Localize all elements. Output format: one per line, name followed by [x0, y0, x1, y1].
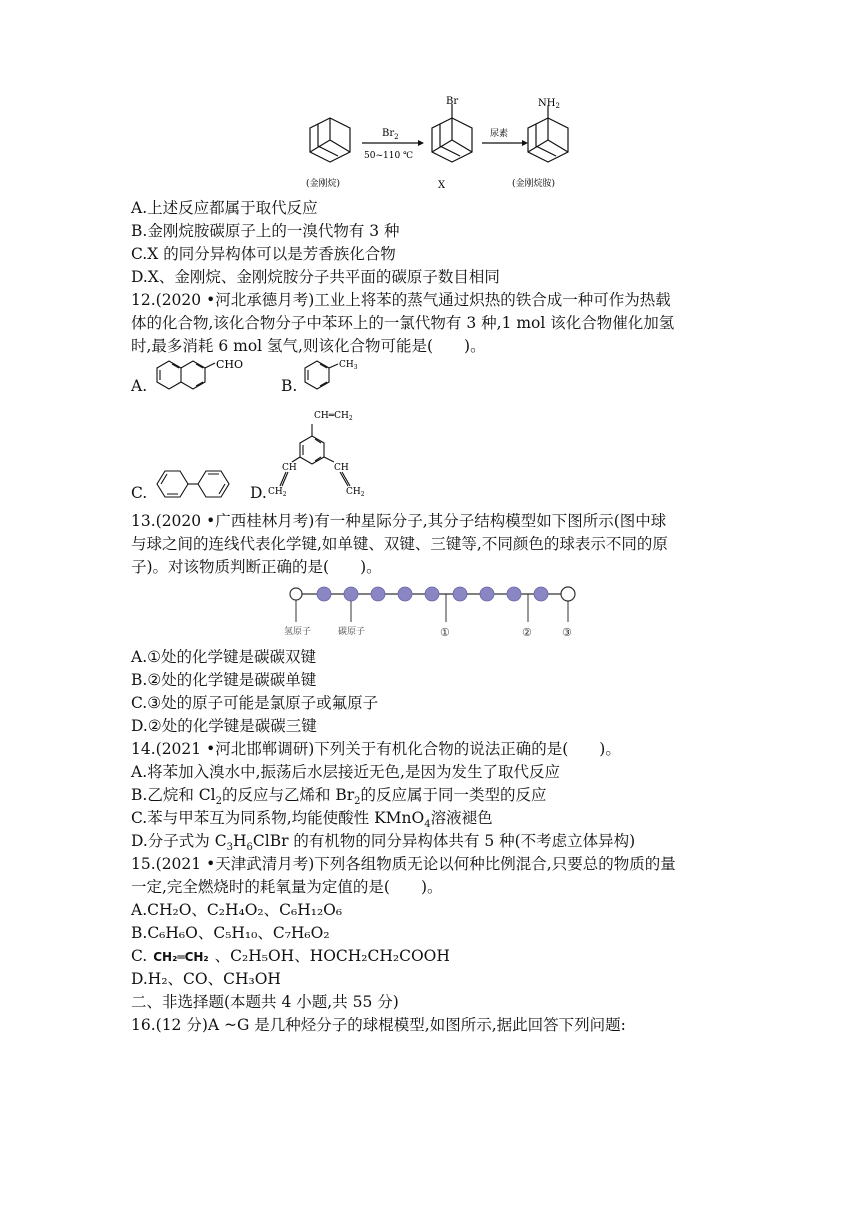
- svg-text:CH: CH: [334, 463, 349, 473]
- svg-text:②: ②: [522, 626, 532, 639]
- svg-text:碳原子: 碳原子: [338, 627, 366, 637]
- q15-option-b: B.C₆H₆O、C₅H₁₀、C₇H₆O₂: [131, 924, 330, 942]
- q14-option-d: D.分子式为 $C_3H_6ClBr$ 的有机物的同分异构体共有 5 种(不考虑立体异构): [131, 832, 636, 854]
- q12-stem-line1: 12.(2020 •河北承德月考)工业上将苯的蒸气通过炽热的铁合成一种可作为热载: [131, 291, 671, 309]
- svg-text:CH3: $CH_3$: [339, 360, 358, 371]
- q12-stem-line2: 体的化合物,该化合物分子中苯环上的一氯代物有 3 种,1 mol 该化合物催化加氢: [131, 314, 675, 332]
- q13-option-b: B.②处的化学键是碳碳单键: [131, 671, 317, 689]
- q13-option-d: D.②处的化学键是碳碳三键: [131, 717, 317, 735]
- q14-option-b: B.乙烷和 $Cl_2$的反应与乙烯和 $Br_2$的反应属于同一类型的反应: [131, 786, 547, 808]
- carbon-atom: [398, 587, 412, 601]
- q13-stem-line3: 子)。对该物质判断正确的是( )。: [131, 558, 382, 576]
- trivinylbenzene-structure: [264, 400, 384, 500]
- br-label: Br: [446, 96, 459, 107]
- svg-text:CHO: CHO: [216, 358, 244, 371]
- reagent-br2: $Br_2$: [382, 128, 399, 141]
- carbon-atom: [344, 587, 358, 601]
- q15-stem-line1: 15.(2021 •天津武清月考)下列各组物质无论以何种比例混合,只要总的物质的量: [131, 855, 676, 873]
- carbon-atom: [480, 587, 494, 601]
- hydrogen-atom: [290, 588, 302, 600]
- biphenyl-structure: [152, 466, 238, 502]
- q14-option-a: A.将苯加入溴水中,振荡后水层接近无色,是因为发生了取代反应: [131, 763, 560, 781]
- atom-3: [561, 587, 575, 601]
- carbon-atom: [453, 587, 467, 601]
- carbon-atom: [507, 587, 521, 601]
- q15-option-c: C. CH₂═CH₂ 、C₂H₅OH、HOCH₂CH₂COOH: [131, 947, 450, 965]
- svg-text:①: ①: [440, 626, 450, 639]
- q15-stem-line2: 一定,完全燃烧时的耗氧量为定值的是( )。: [131, 878, 443, 896]
- q11-option-d: D.X、金刚烷、金刚烷胺分子共平面的碳原子数目相同: [131, 268, 500, 286]
- q12-option-d-label: D.: [250, 484, 267, 502]
- reaction-condition: 50~110 ℃: [364, 151, 414, 161]
- svg-text:CH2: $CH_2$: [346, 487, 365, 498]
- q13-stem-line2: 与球之间的连线代表化学键,如单键、双键、三键等,不同颜色的球表示不同的原: [131, 535, 668, 553]
- carbon-atom: [317, 587, 331, 601]
- nh2-label: $NH_2$: [538, 98, 560, 110]
- section-heading: 二、非选择题(本题共 4 小题,共 55 分): [131, 993, 399, 1011]
- carbon-atom: [371, 587, 385, 601]
- q13-stem-line1: 13.(2020 •广西桂林月考)有一种星际分子,其分子结构模型如下图所示(图中球: [131, 512, 667, 530]
- q16-stem: 16.(12 分)A ~G 是几种烃分子的球棍模型,如图所示,据此回答下列问题:: [131, 1016, 626, 1034]
- adamantane-label: (金刚烷): [306, 179, 341, 189]
- q12-option-b-label: B.: [281, 377, 298, 395]
- q11-option-c: C.X 的同分异构体可以是芳香族化合物: [131, 245, 396, 263]
- svg-text:③: ③: [562, 626, 572, 639]
- q11-option-a: A.上述反应都属于取代反应: [131, 199, 318, 217]
- toluene-structure: [300, 356, 360, 392]
- q15-option-a: A.CH₂O、C₂H₄O₂、C₆H₁₂O₆: [131, 901, 343, 919]
- bromoadamantane-structure: [432, 104, 472, 162]
- adamantane-structure: [310, 118, 350, 162]
- q12-stem-line3: 时,最多消耗 6 mol 氢气,则该化合物可能是( )。: [131, 337, 486, 355]
- adamantane-reaction-scheme: [290, 96, 580, 196]
- svg-text:CH2: $CH_2$: [268, 487, 287, 498]
- q13-option-c: C.③处的原子可能是氯原子或氟原子: [131, 694, 379, 712]
- carbon-atom: [425, 587, 439, 601]
- q12-option-a-label: A.: [131, 377, 148, 395]
- carbon-atom: [534, 587, 548, 601]
- q14-option-c: C.苯与甲苯互为同系物,均能使酸性 KMnO$_4$溶液褪色: [131, 809, 493, 831]
- q13-option-a: A.①处的化学键是碳碳双键: [131, 648, 317, 666]
- svg-text:CH═CH2: $CH═CH_2$: [314, 411, 353, 422]
- svg-text:CH: CH: [282, 463, 297, 473]
- q14-stem: 14.(2021 •河北邯郸调研)下列关于有机化合物的说法正确的是( )。: [131, 740, 621, 758]
- q15-option-d: D.H₂、CO、CH₃OH: [131, 970, 281, 988]
- svg-text:氢原子: 氢原子: [284, 627, 312, 637]
- reagent-urea: 尿素: [490, 129, 509, 139]
- amantadine-structure: [528, 106, 568, 162]
- x-label: X: [438, 180, 446, 191]
- q11-option-b: B.金刚烷胺碳原子上的一溴代物有 3 种: [131, 222, 400, 240]
- q12-option-c-label: C.: [131, 484, 148, 502]
- amantadine-label: (金刚烷胺): [512, 179, 556, 189]
- naphthaldehyde-structure: [152, 356, 252, 392]
- interstellar-molecule-model: [282, 582, 582, 644]
